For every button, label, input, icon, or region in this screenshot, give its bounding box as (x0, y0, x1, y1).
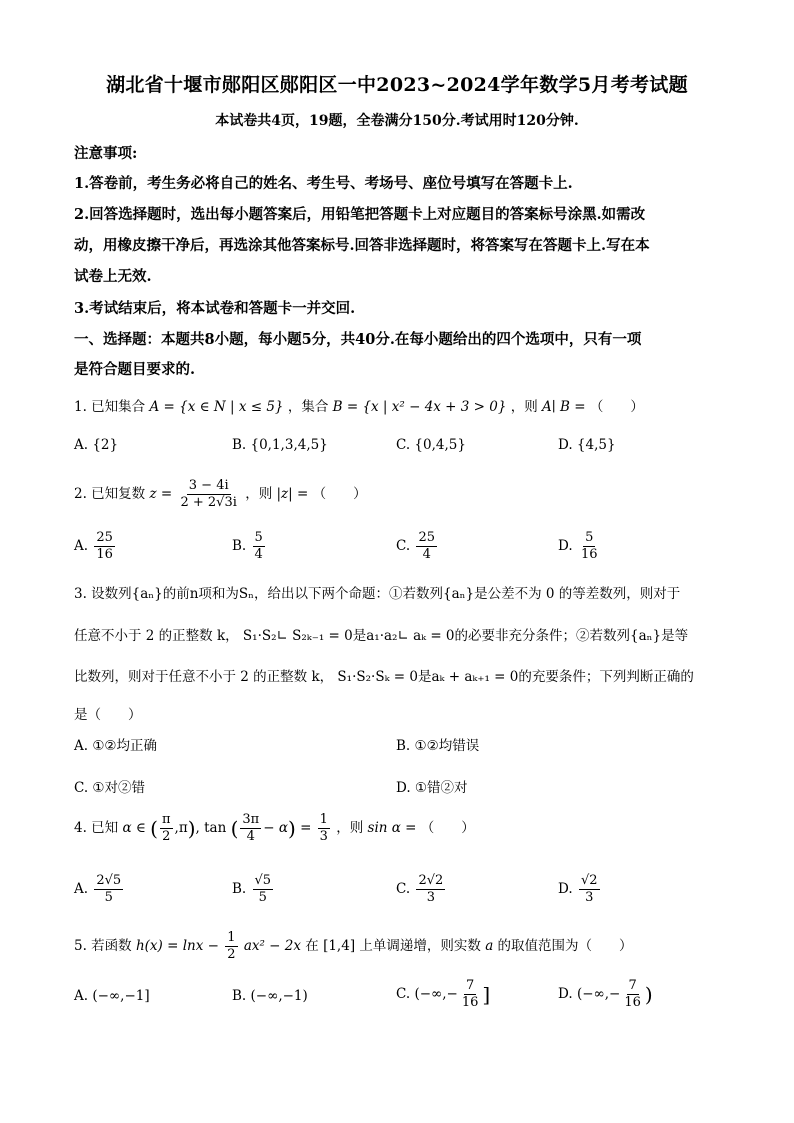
q2-z: z = (149, 486, 173, 502)
question-1-stem (74, 395, 644, 415)
q2-option-d[interactable] (558, 530, 601, 563)
q1-blank: （ ） (589, 399, 644, 415)
q4-tan-paren-close: ) (287, 816, 296, 841)
q4-option-b[interactable] (232, 873, 275, 906)
notice-item-3: 3.考试结束后，将本试卷和答题卡一并交回. (74, 300, 356, 317)
q4-option-a-fraction (94, 873, 123, 906)
q2-option-c-den: 4 (422, 547, 431, 562)
q2-option-a[interactable] (74, 530, 117, 563)
q3-option-b[interactable]: B. ①②均错误 (396, 738, 480, 754)
q4-tan-fraction (240, 812, 261, 845)
q1-lead: 1. 已知集合 (74, 399, 146, 415)
q4-option-c-den: 3 (426, 890, 435, 905)
q4-option-d-label: D. (558, 881, 573, 897)
q4-eq: = (300, 820, 312, 836)
q2-abs-z: |z| = (276, 486, 309, 502)
q3-option-c[interactable]: C. ①对②错 (74, 780, 146, 796)
q2-option-b[interactable] (232, 530, 267, 563)
q4-option-c[interactable] (396, 873, 447, 906)
q3-option-a[interactable]: A. ①②均正确 (74, 738, 158, 754)
q5-option-a[interactable]: A. (−∞,−1] (74, 988, 150, 1004)
q2-option-a-num: 25 (96, 530, 113, 545)
q4-interval-num: π (161, 812, 171, 827)
q5-lead: 5. 若函数 (74, 938, 132, 954)
q4-tan-num: 3π (242, 812, 260, 827)
q1-option-d[interactable]: D. {4,5} (558, 437, 616, 453)
section-1-heading-line-2: 是符合题目要求的. (74, 361, 196, 378)
q4-option-b-num: √5 (254, 873, 272, 888)
q2-option-c-num: 25 (418, 530, 435, 545)
q5-a: a (485, 938, 494, 954)
notice-item-2-line-1: 2.回答选择题时，选出每小题答案后，用铅笔把答题卡上对应题目的答案标号涂黑.如需改 (74, 206, 646, 223)
q4-tail: ，则 (336, 820, 364, 836)
q1-option-b[interactable]: B. {0,1,3,4,5} (232, 437, 328, 453)
q5-option-d-den: 16 (624, 995, 641, 1010)
q2-option-b-den: 4 (254, 547, 263, 562)
q2-option-d-fraction (579, 530, 600, 563)
q4-option-b-label: B. (232, 881, 247, 897)
q4-rhs-num: 1 (319, 812, 328, 827)
q4-option-b-fraction (253, 873, 274, 906)
q4-option-d-num: √2 (580, 873, 598, 888)
question-4-stem: 4. 已知 α ∈ ( $\frac{\pi}{2}$ ,π), tan ( $\frac{3\pi}{4}$ − α) = $\frac{1}{3}$ ，则 sin α = （ ） (74, 812, 475, 844)
question-5-stem (74, 930, 633, 963)
q4-option-b-den: 5 (258, 890, 267, 905)
q2-option-c[interactable] (396, 530, 439, 563)
q4-interval-den: 2 (162, 829, 171, 844)
q1-tail: ，则 (510, 399, 538, 415)
q2-option-b-label: B. (232, 538, 247, 554)
q5-option-d-fraction (622, 978, 643, 1011)
q4-alpha-in: α ∈ (122, 820, 146, 836)
q5-half-den: 2 (227, 947, 236, 962)
q4-option-c-num: 2√2 (418, 873, 444, 888)
q4-option-c-label: C. (396, 881, 411, 897)
q3-line-4: 是（ ） (74, 707, 142, 723)
q2-option-b-fraction (253, 530, 265, 563)
q4-tan-paren-open: ( (230, 816, 239, 841)
q2-tail: ，则 (245, 486, 273, 502)
q3-line-2: 任意不小于 2 的正整数 k， S₁·S₂∟ S₂ₖ₋₁ = 0是a₁·a₂∟ aₖ = 0的必要非充分条件；②若数列{aₙ}是等 (74, 628, 689, 644)
exam-subtitle: 本试卷共4页，19题，全卷满分150分.考试用时120分钟. (215, 113, 579, 129)
question-2-stem (74, 478, 367, 511)
q5-option-c-num: 7 (466, 978, 475, 993)
q5-option-d-num: 7 (628, 978, 637, 993)
q5-half-num: 1 (227, 930, 236, 945)
q1-set-b: B = {x | x² − 4x + 3 > 0} (332, 399, 507, 415)
q4-sin: sin α = (367, 820, 417, 836)
q5-option-c[interactable] (396, 978, 490, 1011)
q5-interval: [1,4] (323, 938, 356, 954)
q5-option-d-label: D. (558, 986, 573, 1002)
q2-numerator: 3 − 4i (188, 478, 229, 493)
q2-option-c-label: C. (396, 538, 411, 554)
notice-item-2-line-3: 试卷上无效. (74, 268, 152, 285)
q1-mid: ，集合 (287, 399, 329, 415)
notice-heading: 注意事项: (74, 145, 138, 162)
q3-line-3: 比数列，则对于任意不小于 2 的正整数 k， S₁·S₂·Sₖ = 0是aₖ + aₖ₊₁ = 0的充要条件；下列判断正确的 (74, 669, 694, 685)
q5-option-c-den: 16 (461, 995, 479, 1010)
q5-option-c-label: C. (396, 986, 411, 1002)
exam-title: 湖北省十堰市郧阳区郧阳区一中2023~2024学年数学5月考考试题 (106, 74, 688, 96)
q2-denominator: 2 + 2√3i (180, 495, 237, 510)
q5-half-fraction (225, 930, 237, 963)
q1-option-a[interactable]: A. {2} (74, 437, 119, 453)
q4-option-a-label: A. (74, 881, 89, 897)
q4-paren-close: ) (187, 816, 196, 841)
q2-option-a-label: A. (74, 538, 89, 554)
q2-blank: （ ） (312, 486, 367, 502)
q2-option-a-den: 16 (96, 547, 113, 562)
q3-option-d[interactable]: D. ①错②对 (396, 780, 468, 796)
q4-option-a-den: 5 (104, 890, 113, 905)
q5-option-c-fraction (460, 978, 481, 1011)
q2-option-d-label: D. (558, 538, 573, 554)
q4-tan-den: 4 (246, 829, 255, 844)
q4-rhs-den: 3 (319, 829, 328, 844)
q5-option-b[interactable]: B. (−∞,−1) (232, 988, 308, 1004)
q4-option-c-fraction (416, 873, 445, 906)
q2-option-b-num: 5 (254, 530, 263, 545)
q5-on: 在 (305, 938, 319, 954)
q4-interval-fraction (160, 812, 173, 845)
q5-option-d-close: ) (644, 982, 653, 1007)
q2-option-d-num: 5 (585, 530, 594, 545)
notice-item-2-line-2: 动，用橡皮擦干净后，再选涂其他答案标号.回答非选择题时，将答案写在答题卡上.写在本 (74, 237, 650, 254)
q1-expression: A∣ B = (542, 399, 586, 415)
q5-rest: 上单调递增，则实数 (359, 938, 481, 954)
q4-lead: 4. 已知 (74, 820, 119, 836)
q5-option-c-close: ] (482, 982, 491, 1007)
notice-item-1: 1.答卷前，考生务必将自己的姓名、考生号、考场号、座位号填写在答题卡上. (74, 175, 573, 192)
q4-option-d-fraction (579, 873, 600, 906)
q5-option-c-pre: (−∞,− (414, 986, 458, 1002)
q2-fraction (178, 478, 238, 511)
q5-rest-2: 的取值范围为（ ） (497, 938, 633, 954)
q4-option-d-den: 3 (585, 890, 594, 905)
q5-func-tail: ax² − 2x (243, 938, 301, 954)
q4-tan: tan (204, 820, 227, 836)
q4-tan-tail: − α (263, 820, 288, 836)
q5-func: h(x) = lnx − (135, 938, 219, 954)
q2-lead: 2. 已知复数 (74, 486, 146, 502)
q2-option-d-den: 16 (580, 547, 598, 562)
q1-option-c[interactable]: C. {0,4,5} (396, 437, 466, 453)
q4-option-a-num: 2√5 (96, 873, 122, 888)
q4-option-d[interactable] (558, 873, 602, 906)
q5-option-d-pre: (−∞,− (576, 986, 621, 1002)
q5-option-d[interactable] (558, 978, 653, 1011)
section-1-heading-line-1: 一、选择题：本题共8小题，每小题5分，共40分.在每小题给出的四个选项中，只有一项 (74, 331, 642, 348)
q2-option-a-fraction (94, 530, 115, 563)
q4-paren-open: ( (150, 816, 158, 841)
q2-option-c-fraction (416, 530, 437, 563)
q4-blank: （ ） (420, 820, 475, 836)
q4-option-a[interactable] (74, 873, 125, 906)
q1-set-a: A = {x ∈ N | x ≤ 5} (149, 399, 284, 415)
q3-line-1: 3. 设数列{aₙ}的前n项和为Sₙ，给出以下两个命题：①若数列{aₙ}是公差不为 0 的等差数列，则对于 (74, 586, 681, 602)
q4-rhs-fraction (318, 812, 330, 845)
q4-interval-tail: ,π (174, 820, 188, 836)
